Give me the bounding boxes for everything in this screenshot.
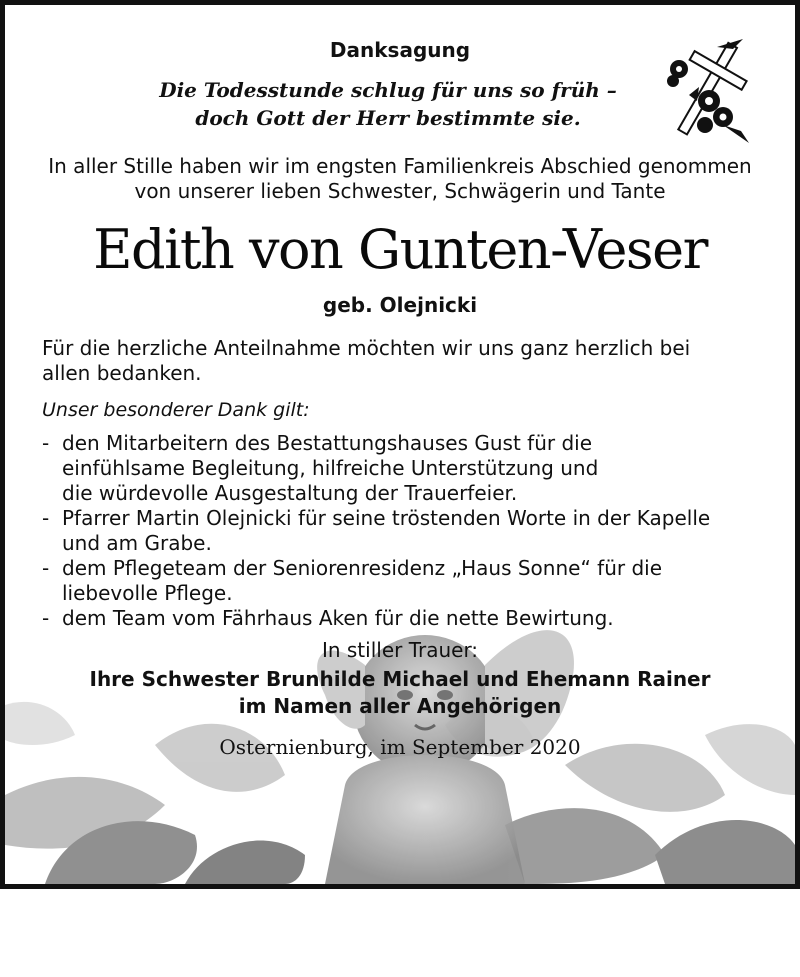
place-date: Osternienburg, im September 2020	[219, 735, 581, 759]
intro-line-2: von unserer lieben Schwester, Schwägerin und Tante	[134, 179, 666, 203]
gratitude-paragraph	[42, 336, 762, 386]
list-dash: -	[42, 506, 50, 530]
mourning-line: In stiller Trauer:	[321, 638, 479, 662]
list-item	[42, 556, 782, 606]
special-thanks-heading: Unser besonderer Dank gilt:	[42, 399, 310, 421]
list-item	[42, 506, 782, 556]
list-item-line: einfühlsame Begleitung, hilfreiche Unterstützung und	[62, 456, 599, 480]
maiden-name: geb. Olejnicki	[322, 293, 478, 317]
list-item-line: dem Team vom Fährhaus Aken für die nette Bewirtung.	[62, 606, 614, 630]
gratitude-line-2: allen bedanken.	[42, 361, 202, 385]
list-item	[42, 606, 782, 631]
motto-line-2: doch Gott der Herr bestimmte sie.	[195, 106, 581, 130]
list-dash: -	[42, 431, 50, 455]
motto-line-1: Die Todesstunde schlug für uns so früh –	[159, 78, 617, 102]
list-dash: -	[42, 606, 50, 630]
intro-line-1: In aller Stille haben wir im engsten Familienkreis Abschied genommen	[48, 154, 752, 178]
list-item	[42, 431, 782, 506]
list-item-line: dem Pflegeteam der Seniorenresidenz „Haus Sonne“ für die	[62, 556, 663, 580]
thanks-list	[42, 431, 782, 631]
list-item-line: liebevolle Pflege.	[62, 581, 233, 605]
signature-line-1: Ihre Schwester Brunhilde Michael und Ehemann Rainer	[89, 667, 711, 691]
list-dash: -	[42, 556, 50, 580]
list-item-line: die würdevolle Ausgestaltung der Trauerfeier.	[62, 481, 518, 505]
list-item-line: Pfarrer Martin Olejnicki für seine tröstenden Worte in der Kapelle	[62, 506, 711, 530]
list-item-line: den Mitarbeitern des Bestattungshauses Gust für die	[62, 431, 592, 455]
notice-title: Danksagung	[329, 38, 471, 62]
cross-with-roses-icon	[653, 35, 753, 145]
list-item-line: und am Grabe.	[62, 531, 212, 555]
signature-line-2: im Namen aller Angehörigen	[238, 694, 562, 718]
deceased-name: Edith von Gunten-Veser	[93, 218, 707, 281]
gratitude-line-1: Für die herzliche Anteilnahme möchten wir uns ganz herzlich bei	[42, 336, 691, 360]
